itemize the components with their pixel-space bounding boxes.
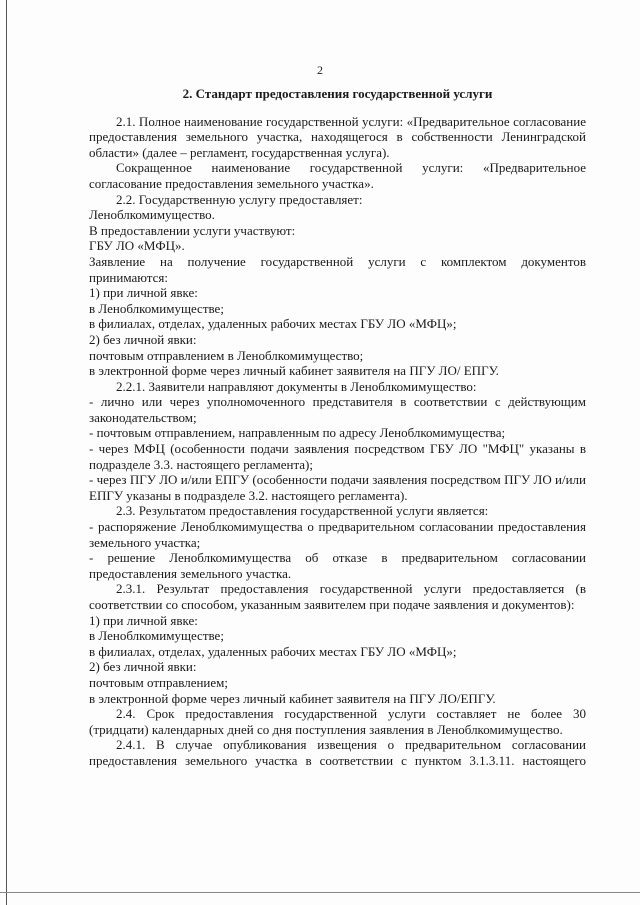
paragraph: в филиалах, отделах, удаленных рабочих местах ГБУ ЛО «МФЦ»; — [89, 316, 457, 332]
paragraph: 2.3. Результатом предоставления государственной услуги является: — [116, 503, 489, 519]
scan-bottom-line — [0, 892, 640, 893]
paragraph: 2) без личной явки: — [89, 659, 197, 675]
section-heading: 2. Стандарт предоставления государственной услуги — [182, 86, 493, 101]
paragraph: 2.4. Срок предоставления государственной услуги составляет не более 30 (тридцати) календарных дней со дня поступления заявления в Леноблкомимущество. — [89, 706, 586, 737]
paragraph: в электронной форме через личный кабинет заявителя на ПГУ ЛО/ЕПГУ. — [89, 690, 496, 706]
paragraph: 2.4.1. В случае опубликования извещения о предварительном согласовании предоставления земельного участка в соответствии с пунктом 3.1.3.11. настоящего — [89, 737, 586, 768]
document-body — [89, 86, 586, 769]
scan-edge-line — [6, 0, 7, 905]
paragraph: В предоставлении услуги участвуют: — [89, 222, 296, 238]
paragraph: - распоряжение Леноблкомимущества о предварительном согласовании предоставления земельного участка; — [89, 519, 586, 550]
paragraph-list — [89, 114, 586, 769]
paragraph: - через МФЦ (особенности подачи заявления посредством ГБУ ЛО "МФЦ" указаны в подразделе 3.3. настоящего регламента); — [89, 441, 586, 472]
paragraph: 2.3.1. Результат предоставления государственной услуги предоставляется (в соответствии со способом, указанным заявителем при подаче заявления и документов): — [89, 581, 586, 612]
paragraph: в Леноблкомимуществе; — [89, 300, 224, 316]
paragraph: Леноблкомимущество. — [89, 207, 215, 223]
paragraph: почтовым отправлением; — [89, 674, 229, 690]
paragraph: в филиалах, отделах, удаленных рабочих местах ГБУ ЛО «МФЦ»; — [89, 643, 457, 659]
paragraph: Заявление на получение государственной услуги с комплектом документов принимаются: — [89, 253, 586, 285]
paragraph: почтовым отправлением в Леноблкомимущество; — [89, 347, 364, 363]
paragraph: 2) без личной явки: — [89, 331, 197, 347]
paragraph: 1) при личной явке: — [89, 612, 198, 628]
paragraph: 2.1. Полное наименование государственной услуги: «Предварительное согласование предоставления земельного участка, находящегося в собственности Ленинградской области» (далее – регламент, государственная услуга). — [89, 113, 586, 160]
paragraph: - через ПГУ ЛО и/или ЕПГУ (особенности подачи заявления посредством ПГУ ЛО и/или ЕПГУ указаны в подразделе 3.2. настоящего регламента). — [89, 472, 586, 503]
paragraph: - лично или через уполномоченного представителя в соответствии с действующим законодательством; — [89, 394, 586, 425]
paragraph: ГБУ ЛО «МФЦ». — [89, 238, 185, 254]
paragraph: 1) при личной явке: — [89, 285, 198, 301]
paragraph: 2.2.1. Заявители направляют документы в Леноблкомимущество: — [116, 378, 477, 394]
paragraph: - почтовым отправлением, направленным по адресу Леноблкомимущества; — [89, 425, 506, 441]
paragraph: в электронной форме через личный кабинет заявителя на ПГУ ЛО/ ЕПГУ. — [89, 363, 499, 379]
paragraph: Сокращенное наименование государственной услуги: «Предварительное согласование предоставления земельного участка». — [89, 160, 586, 191]
paragraph: 2.2. Государственную услугу предоставляет: — [116, 191, 363, 207]
paragraph: в Леноблкомимуществе; — [89, 628, 224, 644]
page-number: 2 — [317, 63, 323, 77]
paragraph: - решение Леноблкомимущества об отказе в предварительном согласовании предоставления земельного участка. — [89, 550, 586, 581]
